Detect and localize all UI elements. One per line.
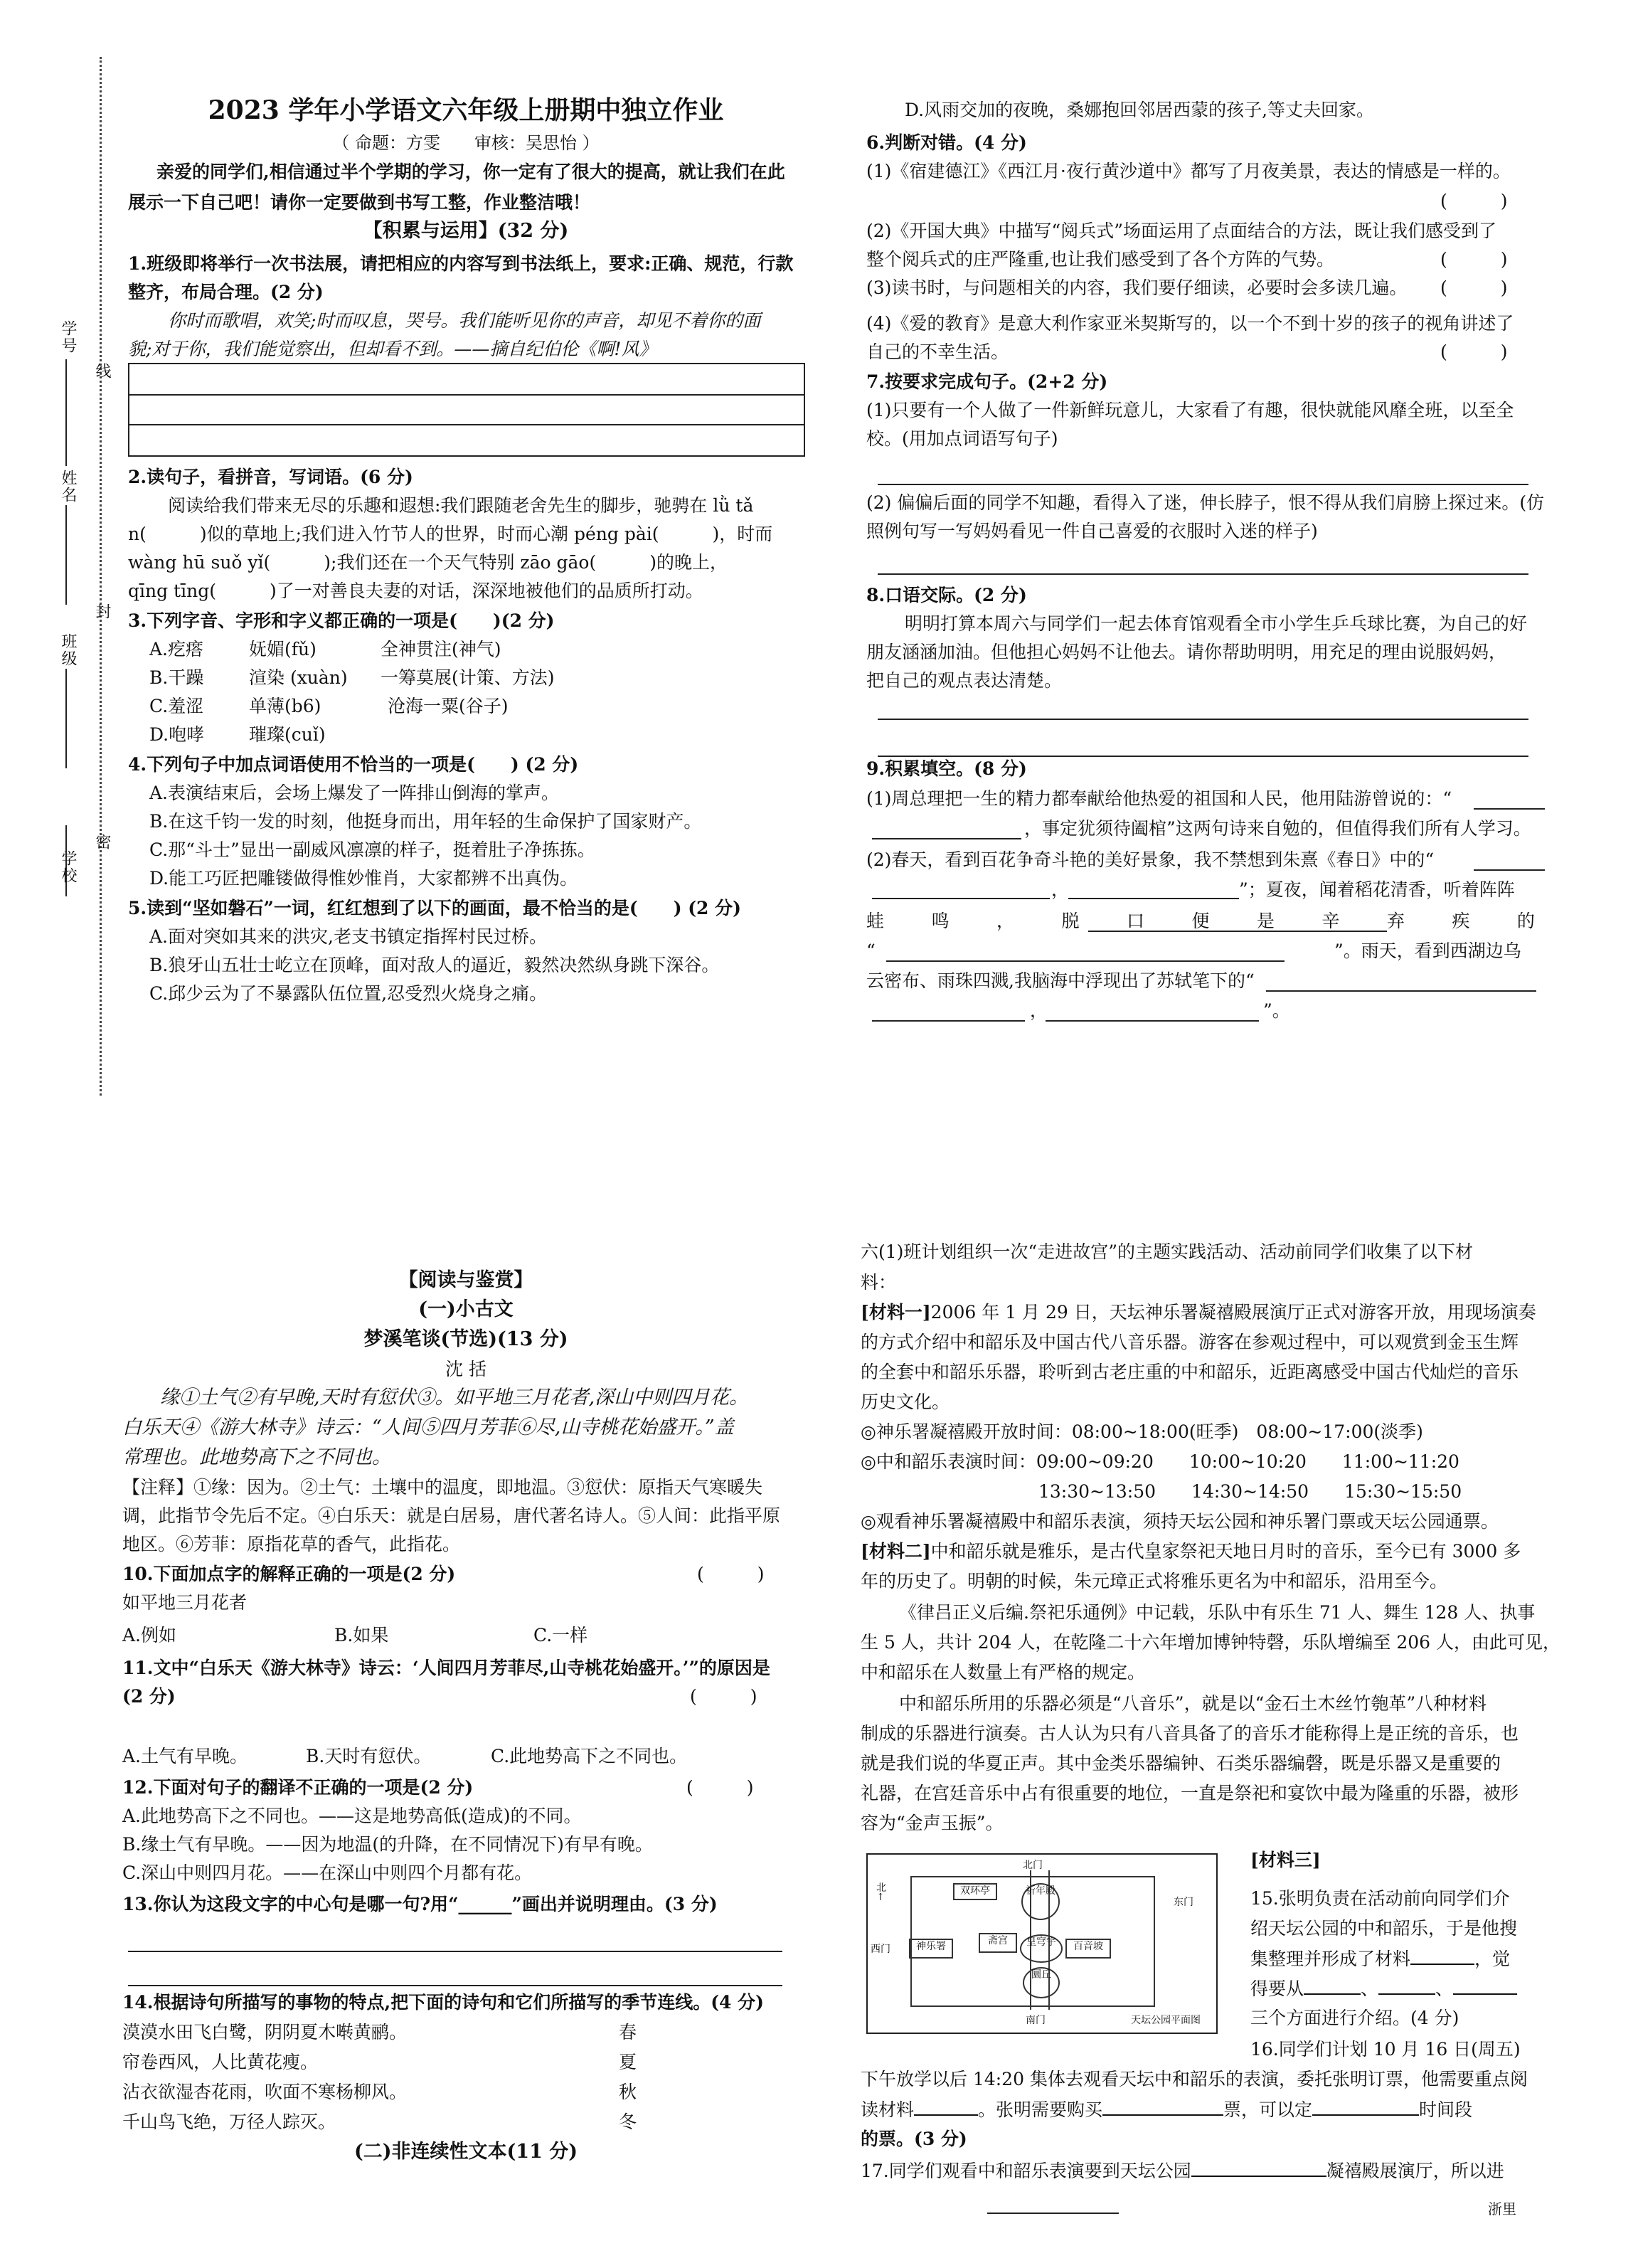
- q4-option-c: C.那“斗士”显出一副威风凛凛的样子，挺着肚子净拣拣。: [149, 839, 595, 860]
- map-south-gate: 南门: [1026, 2015, 1046, 2026]
- q2-line-4: qīng tīng( )了一对善良夫妻的对话，深深地被他们的品质所打动。: [128, 581, 703, 601]
- q9-blank-4a[interactable]: [1266, 990, 1536, 992]
- q7-s1-line-1: (1)只要有一个人做了一件新鲜玩意儿，大家看了有趣，很快就能风靡全班，以至全: [866, 400, 1514, 420]
- margin-banji-line: [65, 669, 67, 768]
- q15-blank-1[interactable]: [1304, 1978, 1361, 1995]
- q9-blank-1a[interactable]: [1474, 808, 1545, 810]
- q4-stem: 4.下列句子中加点词语使用不恰当的一项是( ) (2 分): [128, 754, 579, 775]
- q6-s4-line-2: 自己的不幸生活。: [866, 341, 1009, 362]
- q5-stem: 5.读到“坚如磐石”一词，红红想到了以下的画面，最不恰当的是( ) (2 分): [128, 898, 741, 918]
- q9-l5-c5: 便: [1191, 911, 1210, 931]
- material-2-line-10: 容为“金声玉振”。: [861, 1813, 1004, 1833]
- q10-option-a: A.例如: [122, 1625, 177, 1646]
- q12-option-a: A.此地势高下之不同也。——这是地势高低(造成)的不同。: [122, 1806, 582, 1826]
- material-2-line-2: 年的历史了。明朝的时候，朱元璋正式将雅乐更名为中和韶乐，沿用至今。: [861, 1571, 1448, 1591]
- q11-paren[interactable]: ( ): [690, 1686, 757, 1707]
- q12-paren[interactable]: ( ): [686, 1777, 754, 1798]
- material-2-text-1: 中和韶乐就是雅乐，是古代皇家祭祀天地日月时的音乐，至今已有 3000 多: [930, 1541, 1521, 1562]
- map-west-gate: 西门: [871, 1944, 890, 1955]
- opening-hours: ◎神乐署凝禧殿开放时间：08:00~18:00(旺季) 08:00~17:00(淡季): [861, 1421, 1423, 1442]
- q8-line-3: 把自己的观点表达清楚。: [866, 670, 1063, 691]
- classical-text-1: 缘①土气②有早晚,天时有愆伏③。如平地三月花者,深山中则四月花。: [160, 1387, 749, 1409]
- q12-option-b: B.缘土气有早晚。——因为地温(的升降，在不同情况下)有早有晚。: [122, 1834, 653, 1855]
- q17-blank-2[interactable]: [987, 2213, 1119, 2214]
- q7-s1-line-2: 校。(用加点词语写句子): [866, 428, 1058, 449]
- material-1-line-4: 历史文化。: [861, 1392, 950, 1412]
- q16-blank-time[interactable]: [1312, 2099, 1419, 2116]
- q7-answer-line-1[interactable]: [878, 484, 1528, 485]
- note-line-3: 地区。⑥芳菲：原指花草的香气，此指花。: [122, 1534, 461, 1554]
- footer-mark: 浙里: [1488, 2200, 1516, 2217]
- material-1-line-2: 的方式介绍中和韶乐及中国古代八音乐器。游客在参观过程中，可以观赏到金玉生辉: [861, 1332, 1519, 1352]
- material-intro-2: 料：: [861, 1272, 897, 1293]
- intro-line-1: 亲爱的同学们,相信通过半个学期的学习，你一定有了很大的提高，就让我们在此: [156, 161, 785, 182]
- margin-xuehao-line: [65, 359, 67, 466]
- q9-line-1: (1)周总理把一生的精力都奉献给他热爱的祖国和人民，他用陆游曾说的：“: [866, 788, 1452, 809]
- q14-poem-4: 千山鸟飞绝，万径人踪灭。: [122, 2111, 336, 2132]
- q13-answer-line-2[interactable]: [128, 1985, 782, 1986]
- q16-line-2: 下午放学以后 14:20 集体去观看天坛中和韶乐的表演，委托张明订票，他需要重点阅: [861, 2069, 1528, 2089]
- reading-author: 沈 括: [445, 1359, 486, 1379]
- q11-stem-1: 11.文中“白乐天《游大林寺》诗云：‘人间四月芳菲尽,山寺桃花始盛开。’”的原因是: [122, 1658, 770, 1678]
- q9-l5-c8: 弃: [1386, 911, 1405, 931]
- q6-s2-line-2: 整个阅兵式的庄严隆重,也让我们感受到了各个方阵的气势。: [866, 249, 1334, 270]
- map-north-gate: 北门: [1023, 1860, 1043, 1871]
- map-shenyue-shu: 神乐署: [909, 1939, 953, 1959]
- calligraphy-box[interactable]: [128, 363, 805, 457]
- q15-blank-3[interactable]: [1453, 1978, 1517, 1995]
- q10-paren[interactable]: ( ): [697, 1564, 765, 1584]
- q3-option-a-word: A.疙瘩: [149, 639, 204, 659]
- q4-option-b: B.在这千钧一发的时刻，他挺身而出，用年轻的生命保护了国家财产。: [149, 811, 702, 832]
- map-huangqiong-yu: 皇穹宇: [1020, 1934, 1063, 1963]
- q11-stem-2: (2 分): [122, 1686, 176, 1707]
- q9-line-6: ”。雨天，看到西湖边乌: [1334, 940, 1521, 961]
- q7-answer-line-2[interactable]: [878, 573, 1528, 575]
- margin-banji-label: 班级: [59, 633, 77, 667]
- q9-l5-c1: 鸣: [931, 911, 950, 931]
- q15-blank-2[interactable]: [1378, 1978, 1435, 1995]
- q8-line-2: 朋友涵涵加油。但他担心妈妈不让他去。请你帮助明明，用充足的理由说服妈妈，: [866, 642, 1507, 662]
- q10-stem: 10.下面加点字的解释正确的一项是(2 分): [122, 1564, 456, 1584]
- q5-option-a: A.面对突如其来的洪灾,老支书镇定指挥村民过桥。: [149, 926, 547, 947]
- q3-option-b-2: 渲染 (xuàn): [249, 667, 348, 688]
- q6-s4-line-1: (4)《爱的教育》是意大利作家亚米契斯写的，以一个不到十岁的孩子的视角讲述了: [866, 313, 1514, 334]
- q9-line-4: ”；夏夜，闻着稻花清香，听着阵阵: [1239, 879, 1515, 900]
- margin-mi-mark: 密: [93, 834, 111, 851]
- q1-stem-1: 1.班级即将举行一次书法展，请把相应的内容写到书法纸上，要求:正确、规范，行款: [128, 253, 794, 274]
- q1-passage-2: 貌;对于你，我们能觉察出，但却看不到。——摘自纪伯伦《啊!风》: [128, 339, 657, 359]
- q7-s2-line-1: (2) 偏偏后面的同学不知趣，看得入了迷，伸长脖子，恨不得从我们肩膀上探过来。(仿: [866, 492, 1545, 513]
- q2-line-2: n( )似的草地上;我们进入竹节人的世界，时而心潮 péng pài( )，时而: [128, 524, 773, 544]
- q9-blank-2a[interactable]: [1474, 869, 1545, 871]
- map-huanqiu: 圜丘: [1023, 1967, 1060, 1998]
- reading-sub-heading: (一)小古文: [418, 1298, 514, 1320]
- q4-option-a: A.表演结束后，会场上爆发了一阵排山倒海的掌声。: [149, 783, 560, 803]
- q16-line-4: 的票。(3 分): [861, 2129, 967, 2149]
- material-3-tag: [材料三]: [1250, 1850, 1321, 1870]
- map-east-gate: 东门: [1174, 1897, 1193, 1908]
- q17-blank-1[interactable]: [1191, 2160, 1326, 2177]
- q6-stem: 6.判断对错。(4 分): [866, 132, 1027, 153]
- non-continuous-heading: (二)非连续性文本(11 分): [353, 2141, 578, 2163]
- q9-l5-c2: ，: [996, 911, 1014, 931]
- material-1-text-1: 2006 年 1 月 29 日，天坛神乐署凝禧殿展演厅正式对游客开放，用现场演奏: [930, 1302, 1536, 1323]
- q6-s1: (1)《宿建德江》《西江月·夜行黄沙道中》都写了月夜美景，表达的情感是一样的。: [866, 161, 1511, 181]
- q17-line-1: [861, 2160, 1504, 2182]
- q15-text-3b: ，觉: [1474, 1949, 1511, 1969]
- q15-line-2: 绍天坛公园的中和韶乐，于是他搜: [1250, 1918, 1518, 1939]
- q14-season-autumn: 秋: [619, 2082, 637, 2102]
- q8-line-1: 明明打算本周六与同学们一起去体育馆观看全市小学生乒乓球比赛，为自己的好: [905, 613, 1528, 634]
- material-2-tag: [材料二]: [861, 1541, 931, 1562]
- q17-text-1b: 凝禧殿展演厅，所以进: [1326, 2161, 1504, 2181]
- calligraphy-rule-1: [129, 394, 804, 396]
- q5-option-c: C.邱少云为了不暴露队伍位置,忍受烈火烧身之痛。: [149, 983, 548, 1004]
- q3-stem: 3.下列字音、字形和字义都正确的一项是( )(2 分): [128, 610, 555, 631]
- q16-text-3c: 票，可以定: [1223, 2099, 1313, 2120]
- margin-feng-mark: 封: [93, 603, 111, 620]
- map-compass: 北: [876, 1882, 886, 1894]
- q9-blank-2c[interactable]: [1068, 898, 1239, 899]
- q2-stem: 2.读句子，看拼音，写词语。(6 分): [128, 467, 413, 487]
- margin-xingming-line: [65, 505, 67, 605]
- q9-l5-c0: 蛙: [866, 911, 885, 931]
- reading-section-heading: 【阅读与鉴赏】: [398, 1269, 533, 1291]
- q9-line-6-open: “: [866, 940, 876, 961]
- q5-option-d: D.风雨交加的夜晚，桑娜抱回邻居西蒙的孩子,等丈夫回家。: [905, 100, 1375, 120]
- q9-blank-4b[interactable]: [872, 1020, 1025, 1022]
- q10-option-c: C.一样: [533, 1625, 588, 1646]
- map-baiyin-slope: 百音坡: [1065, 1939, 1111, 1959]
- classical-text-2: 白乐天④《游大林寺》诗云：“人间⑤四月芳菲⑥尽,山寺桃花始盛开。”盖: [122, 1416, 734, 1438]
- q6-s1-paren[interactable]: ( ): [1440, 191, 1508, 211]
- map-zhaigong: 斋宫: [979, 1933, 1017, 1953]
- q9-l5-c7: 辛: [1321, 911, 1340, 931]
- show-times-1: ◎中和韶乐表演时间：09:00~09:20 10:00~10:20 11:00~11:20: [861, 1451, 1459, 1472]
- q9-blank-3[interactable]: [886, 960, 1285, 962]
- q9-l5-c9: 疾: [1452, 911, 1470, 931]
- section-heading-1: 【积累与运用】(32 分): [363, 220, 569, 242]
- material-2-line-6: 中和韶乐所用的乐器必须是“八音乐”，就是以“金石土木丝竹匏革”八种材料: [899, 1693, 1487, 1714]
- q15-text-4: 得要从: [1250, 1978, 1304, 1999]
- q5-option-b: B.狼牙山五壮士屹立在顶峰，面对敌人的逼近，毅然决然纵身跳下深谷。: [149, 955, 720, 975]
- q8-stem: 8.口语交际。(2 分): [866, 585, 1027, 605]
- q9-poet-underline: [1088, 931, 1387, 932]
- q2-line-1: 阅读给我们带来无尽的乐趣和遐想:我们跟随老舍先生的脚步，驰骋在 lǜ tǎ: [168, 495, 754, 516]
- q8-answer-line-1[interactable]: [878, 719, 1528, 720]
- q3-option-b-word: B.干躁: [149, 667, 204, 688]
- q7-stem: 7.按要求完成句子。(2+2 分): [866, 371, 1108, 392]
- q3-option-a-2: 妩媚(fǔ): [249, 639, 317, 659]
- q3-option-d-word: D.咆哮: [149, 724, 205, 745]
- q9-l5-c6: 是: [1256, 911, 1275, 931]
- q4-option-d: D.能工巧匠把雕镂做得惟妙惟肖，大家都辨不出真伪。: [149, 868, 578, 889]
- q11-option-a: A.土气有早晚。: [122, 1746, 248, 1766]
- material-2-line-8: 就是我们说的华夏正声。其中金类乐器编钟、石类乐器编磬，既是乐器又是重要的: [861, 1753, 1501, 1774]
- q14-season-summer: 夏: [619, 2052, 637, 2072]
- q15-line-1: 15.张明负责在活动前向同学们介: [1250, 1888, 1510, 1909]
- q15-line-3: [1250, 1948, 1510, 1970]
- q16-blank-material[interactable]: [914, 2099, 978, 2116]
- note-line-1: 【注释】①缘：因为。②土气：土壤中的温度，即地温。③愆伏：原指天气寒暖失: [122, 1477, 763, 1498]
- q11-option-b: B.天时有愆伏。: [306, 1746, 432, 1766]
- material-2-line-4: 生 5 人，共计 204 人，在乾隆二十六年增加博钟特磬，乐队增编至 206 人，由此可见，: [861, 1632, 1561, 1653]
- q9-l5-c3: 脱: [1061, 911, 1080, 931]
- intro-line-2: 展示一下自己吧！请你一定要做到书写工整，作业整洁哦！: [128, 192, 591, 213]
- byline: （ 命题：方雯 审核：吴思怡 ）: [332, 133, 600, 153]
- q7-s2-line-2: 照例句写一写妈妈看见一件自己喜爱的衣服时入迷的样子): [866, 521, 1318, 541]
- material-2-line-5: 中和韶乐在人数量上有严格的规定。: [861, 1662, 1146, 1683]
- q9-l5-c10: 的: [1516, 911, 1535, 931]
- q6-s4-paren[interactable]: ( ): [1440, 341, 1508, 362]
- q15-line-4: 得要从 、 、: [1250, 1978, 1517, 2000]
- q10-sentence: 如平地三月花者: [122, 1592, 248, 1613]
- map-compass-arrow-icon: ↑: [876, 1892, 885, 1903]
- q1-stem-2: 整齐，布局合理。(2 分): [128, 282, 324, 302]
- q3-option-c-2: 单薄(b6): [249, 696, 321, 716]
- material-2-line-7: 制成的乐器进行演奏。古人认为只有八音具备了的音乐才能称得上是正统的音乐，也: [861, 1723, 1519, 1744]
- q3-option-b-3: 一筹莫展(计策、方法): [381, 667, 555, 688]
- q16-line-3: [861, 2099, 1472, 2121]
- q12-option-c: C.深山中则四月花。——在深山中则四个月都有花。: [122, 1862, 533, 1883]
- material-1-tag: [材料一]: [861, 1302, 931, 1323]
- q13-answer-line-1[interactable]: [128, 1951, 782, 1952]
- q6-s3: (3)读书时，与问题相关的内容，我们要仔细读，必要时会多读几遍。: [866, 277, 1408, 298]
- q13-stem: 13.你认为这段文字的中心句是哪一句?用“______”画出并说明理由。(3 分): [122, 1894, 718, 1914]
- material-1-line-3: 的全套中和韶乐乐器，聆听到古老庄重的中和韶乐，近距离感受中国古代灿烂的音乐: [861, 1362, 1519, 1382]
- q8-answer-line-2[interactable]: [878, 756, 1528, 757]
- page-title: 2023 学年小学语文六年级上册期中独立作业: [208, 95, 724, 125]
- calligraphy-rule-2: [129, 424, 804, 425]
- q9-blank-2b[interactable]: [872, 898, 1050, 899]
- q10-option-b: B.如果: [334, 1625, 389, 1646]
- q14-poem-3: 沾衣欲湿杏花雨，吹面不寒杨柳风。: [122, 2082, 408, 2102]
- q9-line-8: ”。: [1263, 1000, 1290, 1021]
- material-1-line-1: [861, 1302, 1536, 1323]
- material-2-line-1: [861, 1541, 1521, 1562]
- q6-s2-paren[interactable]: ( ): [1440, 249, 1508, 270]
- classical-text-3: 常理也。此地势高下之不同也。: [122, 1446, 391, 1468]
- q9-blank-4c[interactable]: [1046, 1020, 1259, 1022]
- q16-blank-ticket[interactable]: [1102, 2099, 1223, 2116]
- q6-s3-paren[interactable]: ( ): [1440, 277, 1508, 298]
- margin-xuexiao-line: [65, 825, 67, 896]
- margin-xuexiao-label: 学校: [59, 850, 77, 884]
- q9-line-7: 云密布、雨珠四溅,我脑海中浮现出了苏轼笔下的“: [866, 970, 1255, 991]
- ticket-note: ◎观看神乐署凝禧殿中和韶乐表演，须持天坛公园和神乐署门票或天坛公园通票。: [861, 1511, 1499, 1532]
- q16-text-3d: 时间段: [1419, 2099, 1473, 2120]
- q9-l5-c4: 口: [1126, 911, 1144, 931]
- show-times-2: 13:30~13:50 14:30~14:50 15:30~15:50: [1038, 1481, 1462, 1502]
- q9-line-8-comma: ，: [1030, 1000, 1048, 1021]
- q11-option-c: C.此地势高下之不同也。: [491, 1746, 688, 1766]
- binding-dotted-line: [100, 57, 102, 1096]
- q15-line-5: 三个方面进行介绍。(4 分): [1250, 2008, 1459, 2028]
- q16-text-3a: 读材料: [861, 2099, 915, 2120]
- q3-option-a-3: 全神贯注(神气): [381, 639, 501, 659]
- q2-line-3: wàng hū suǒ yǐ( );我们还在一个天气特别 zāo gāo( )的晚上，: [128, 552, 728, 573]
- q9-line-2: ，事定犹须待阖棺”这两句诗来自勉的，但值得我们所有人学习。: [1024, 818, 1531, 839]
- map-shuanghuan-pavilion: 双环亭: [953, 1883, 997, 1900]
- material-2-line-9: 礼器，在宫廷音乐中占有很重要的地位，一直是祭祀和宴饮中最为隆重的乐器，被形: [861, 1783, 1519, 1803]
- q9-line-3: (2)春天，看到百花争奇斗艳的美好景象，我不禁想到朱熹《春日》中的“: [866, 849, 1435, 870]
- q16-text-3b: 。张明需要购买: [978, 2099, 1103, 2120]
- q14-season-spring: 春: [619, 2022, 637, 2042]
- q15-blank-material[interactable]: [1410, 1948, 1474, 1965]
- margin-xuehao-label: 学号: [59, 320, 77, 354]
- q17-text-1a: 17.同学们观看中和韶乐表演要到天坛公园: [861, 2161, 1191, 2181]
- q9-line-4-comma: ，: [1051, 879, 1070, 900]
- note-line-2: 调，此指节令先后不定。④白乐天：就是白居易，唐代著名诗人。⑤人间：此指平原: [122, 1505, 781, 1526]
- material-2-line-3: 《律吕正义后编.祭祀乐通例》中记载，乐队中有乐生 71 人、舞生 128 人、执事: [899, 1602, 1536, 1623]
- q9-stem: 9.积累填空。(8 分): [866, 758, 1027, 779]
- q9-blank-1b[interactable]: [872, 838, 1021, 839]
- q3-option-c-3: 沧海一粟(谷子): [388, 696, 509, 716]
- material-intro-1: 六(1)班计划组织一次“走进故宫”的主题实践活动、活动前同学们收集了以下材: [861, 1241, 1473, 1262]
- q14-stem: 14.根据诗句所描写的事物的特点,把下面的诗句和它们所描写的季节连线。(4 分): [122, 1992, 764, 2013]
- margin-xingming-label: 姓名: [59, 470, 77, 504]
- tiantan-park-map: [866, 1853, 1218, 2034]
- q14-poem-1: 漠漠水田飞白鹭，阴阴夏木啭黄鹂。: [122, 2022, 408, 2042]
- q14-poem-2: 帘卷西风，人比黄花瘦。: [122, 2052, 319, 2072]
- margin-xian-mark: 线: [93, 363, 111, 380]
- q9-line-5: [866, 911, 1535, 932]
- map-caption: 天坛公园平面图: [1131, 2015, 1201, 2026]
- q3-option-d-2: 璀璨(cuǐ): [249, 724, 326, 745]
- q12-stem: 12.下面对句子的翻译不正确的一项是(2 分): [122, 1777, 474, 1798]
- q14-season-winter: 冬: [619, 2111, 637, 2132]
- q15-text-3a: 集整理并形成了材料: [1250, 1949, 1411, 1969]
- q1-passage-1: 你时而歌唱，欢笑;时而叹息，哭号。我们能听见你的声音，却见不着你的面: [168, 310, 761, 331]
- map-qinian-hall: 祈年殿: [1021, 1883, 1060, 1920]
- q16-line-1: 16.同学们计划 10 月 16 日(周五): [1250, 2039, 1521, 2060]
- q3-option-c-word: C.羞涩: [149, 696, 204, 716]
- q6-s2-line-1: (2)《开国大典》中描写“阅兵式”场面运用了点面结合的方法，既让我们感受到了: [866, 221, 1496, 241]
- reading-title: 梦溪笔谈(节选)(13 分): [363, 1328, 568, 1350]
